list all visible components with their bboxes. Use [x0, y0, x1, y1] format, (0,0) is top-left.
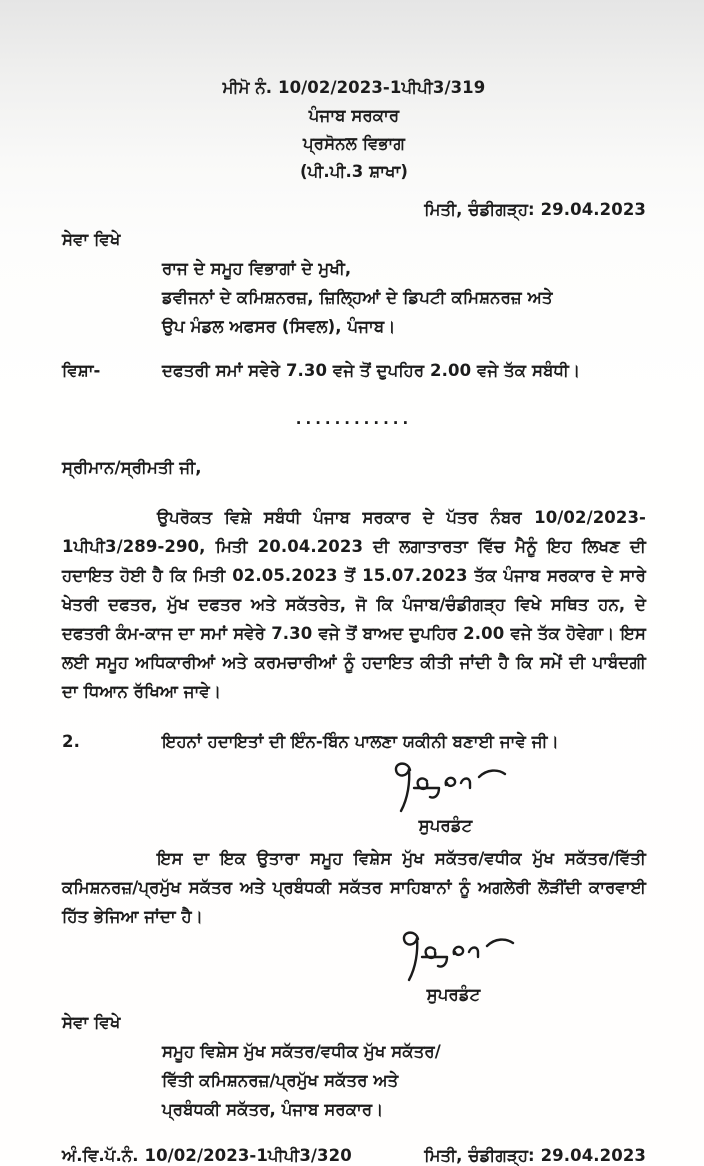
addressee2-line: ਪ੍ਰਬੰਧਕੀ ਸਕੱਤਰ, ਪੰਜਾਬ ਸਰਕਾਰ।: [162, 1100, 384, 1119]
signature-block-2: [361, 927, 546, 1007]
body-paragraph-1: ਉਪਰੋਕਤ ਵਿਸ਼ੇ ਸਬੰਧੀ ਪੰਜਾਬ ਸਰਕਾਰ ਦੇ ਪੱਤਰ ਨੰਬਰ 10/02/2023-1ਪੀਪੀ3/289-290, ਮਿਤੀ 20.04.2023 ਦੀ ਲਗਾਤਾਰਤਾ ਵਿੱਚ ਮੈਨੂੰ ਇਹ ਲਿਖਣ ਦੀ ਹਦਾਇਤ ਹੋਈ ਹੈ ਕਿ ਮਿਤੀ 02.05.2023 ਤੋਂ 15.07.2023 ਤੱਕ ਪੰਜਾਬ ਸਰਕਾਰ ਦੇ ਸਾਰੇ ਖੇਤਰੀ ਦਫਤਰ, ਮੁੱਖ ਦਫਤਰ ਅਤੇ ਸਕੱਤਰੇਤ, ਜੋ ਕਿ ਪੰਜਾਬ/ਚੰਡੀਗੜ੍ਹ ਵਿਖੇ ਸਥਿਤ ਹਨ, ਦੇ ਦਫਤਰੀ ਕੰਮ-ਕਾਜ ਦਾ ਸਮਾਂ ਸਵੇਰੇ 7.30 ਵਜੇ ਤੋਂ ਬਾਅਦ ਦੁਪਹਿਰ 2.00 ਵਜੇ ਤੱਕ ਹੋਵੇਗਾ। ਇਸ ਲਈ ਸਮੂਹ ਅਧਿਕਾਰੀਆਂ ਅਤੇ ਕਰਮਚਾਰੀਆਂ ਨੂੰ ਹਦਾਇਤ ਕੀਤੀ ਜਾਂਦੀ ਹੈ ਕਿ ਸਮੇਂ ਦੀ ਪਾਬੰਦਗੀ ਦਾ ਧਿਆਨ ਰੱਖਿਆ ਜਾਵੇ।: [62, 508, 646, 701]
copy-paragraph: ਇਸ ਦਾ ਇਕ ਉਤਾਰਾ ਸਮੂਹ ਵਿਸ਼ੇਸ ਮੁੱਖ ਸਕੱਤਰ/ਵਧੀਕ ਮੁੱਖ ਸਕੱਤਰ/ਵਿੱਤੀ ਕਮਿਸ਼ਨਰਜ਼/ਪ੍ਰਮੁੱਖ ਸਕੱਤਰ ਅਤੇ ਪ੍ਰਬੰਧਕੀ ਸਕੱਤਰ ਸਾਹਿਬਾਨਾਂ ਨੂੰ ਅਗਲੇਰੀ ਲੋੜੀਂਦੀ ਕਾਰਵਾਈ ਹਿੱਤ ਭੇਜਿਆ ਜਾਂਦਾ ਹੈ।: [62, 849, 646, 926]
addressee-line: ਉਪ ਮੰਡਲ ਅਫਸਰ (ਸਿਵਲ), ਪੰਜਾਬ।: [162, 317, 396, 336]
addressee2-line: ਸਮੂਹ ਵਿਸ਼ੇਸ ਮੁੱਖ ਸਕੱਤਰ/ਵਧੀਕ ਮੁੱਖ ਸਕੱਤਰ/: [162, 1042, 441, 1061]
footer-date-line: ਮਿਤੀ, ਚੰਡੀਗੜ੍ਹ: 29.04.2023: [424, 1146, 646, 1165]
government-title: ਪੰਜਾਬ ਸਰਕਾਰ: [308, 106, 400, 125]
branch-title: (ਪੀ.ਪੀ.3 ਸ਼ਾਖਾ): [300, 162, 408, 181]
signature-block-1: [353, 758, 538, 838]
dotted-separator: ............: [295, 410, 413, 428]
salutation: ਸ੍ਰੀਮਾਨ/ਸ੍ਰੀਮਤੀ ਜੀ,: [62, 458, 202, 477]
handwritten-signature-icon: [383, 758, 509, 816]
department-title: ਪ੍ਰਸੋਨਲ ਵਿਭਾਗ: [303, 134, 405, 153]
addressee2-line: ਵਿੱਤੀ ਕਮਿਸ਼ਨਰਜ਼/ਪ੍ਰਮੁੱਖ ਸਕੱਤਰ ਅਤੇ: [162, 1071, 399, 1090]
signatory-title: ਸੁਪਰਡੰਟ: [418, 816, 473, 835]
item-2: [62, 727, 646, 756]
subject-row: [62, 361, 646, 381]
subject-text: ਦਫਤਰੀ ਸਮਾਂ ਸਵੇਰੇ 7.30 ਵਜੇ ਤੋਂ ਦੁਪਹਿਰ 2.00 ਵਜੇ ਤੱਕ ਸਬੰਧੀ।: [162, 361, 581, 380]
memo-number: ਮੀਮੋ ਨੰ. 10/02/2023-1ਪੀਪੀ3/319: [222, 78, 486, 97]
item-2-text: ਇਹਨਾਂ ਹਦਾਇਤਾਂ ਦੀ ਇੰਨ-ਬਿੰਨ ਪਾਲਣਾ ਯਕੀਨੀ ਬਣਾਈ ਜਾਵੇ ਜੀ।: [162, 732, 559, 751]
footer-ref-number: ਅੰ.ਵਿ.ਪੱ.ਨੰ. 10/02/2023-1ਪੀਪੀ3/320: [62, 1146, 352, 1165]
addressee-line: ਰਾਜ ਦੇ ਸਮੂਹ ਵਿਭਾਗਾਂ ਦੇ ਮੁਖੀ,: [162, 259, 352, 278]
signatory-title: ਸੁਪਰਡੰਟ: [426, 985, 481, 1004]
addressee-line: ਡਵੀਜਨਾਂ ਦੇ ਕਮਿਸ਼ਨਰਜ਼, ਜ਼ਿਲ੍ਹਿਆਂ ਦੇ ਡਿਪਟੀ ਕਮਿਸ਼ਨਰਜ਼ ਅਤੇ: [162, 288, 553, 307]
date-line: ਮਿਤੀ, ਚੰਡੀਗੜ੍ਹ: 29.04.2023: [424, 200, 646, 219]
item-2-number: 2.: [62, 732, 80, 751]
handwritten-signature-icon: [391, 927, 517, 985]
to-label: ਸੇਵਾ ਵਿਖੇ: [62, 230, 121, 249]
footer-row: [62, 1146, 646, 1166]
to-label-2: ਸੇਵਾ ਵਿਖੇ: [62, 1013, 121, 1032]
subject-label: ਵਿਸ਼ਾ-: [62, 361, 101, 380]
